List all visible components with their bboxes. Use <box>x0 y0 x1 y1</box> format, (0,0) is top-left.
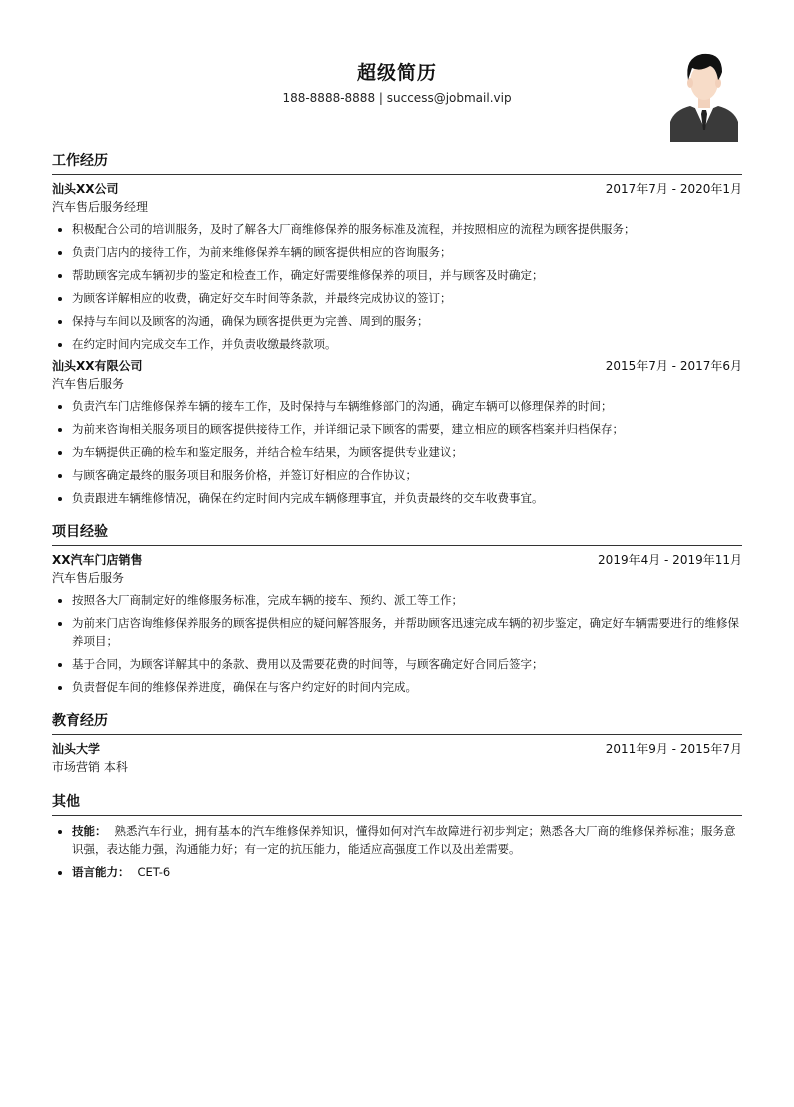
bullet-item: • 为顾客详解相应的收费，确定好交车时间等条款，并最终完成协议的签订； <box>72 289 742 307</box>
education-date: 2011年9月 - 2015年7月 <box>605 742 742 756</box>
work-date: 2015年7月 - 2017年6月 <box>605 359 742 373</box>
work-org: 汕头XX有限公司 <box>52 359 143 373</box>
section-title-other: 其他 <box>52 791 742 816</box>
project-date: 2019年4月 - 2019年11月 <box>598 553 742 567</box>
education-major: 市场营销 本科 <box>52 760 128 774</box>
bullet-item: • 基于合同，为顾客详解其中的条款、费用以及需要花费的时间等，与顾客确定好合同后签字； <box>72 655 742 673</box>
bullet-item: • 负责督促车间的维修保养进度，确保在与客户约定好的时间内完成。 <box>72 678 742 696</box>
bullet-item: • 为车辆提供正确的检车和鉴定服务，并结合检车结果，为顾客提供专业建议； <box>72 443 742 461</box>
resume-page <box>52 0 742 886</box>
project-name: XX汽车门店销售 <box>52 553 143 567</box>
section-title-work: 工作经历 <box>52 150 742 175</box>
work-bullets <box>52 220 742 353</box>
resume-header <box>52 0 742 150</box>
work-bullets <box>52 397 742 507</box>
bullet-item: • 负责门店内的接待工作，为前来维修保养车辆的顾客提供相应的咨询服务； <box>72 243 742 261</box>
language-label: 语言能力： <box>72 865 130 879</box>
bullet-item: • 负责跟进车辆维修情况，确保在约定时间内完成车辆修理事宜，并负责最终的交车收费事宜。 <box>72 489 742 507</box>
bullet-item: • 积极配合公司的培训服务，及时了解各大厂商维修保养的服务标准及流程，并按照相应的流程为顾客提供服务； <box>72 220 742 238</box>
bullet-item: • 保持与车间以及顾客的沟通，确保为顾客提供更为完善、周到的服务； <box>72 312 742 330</box>
work-role: 汽车售后服务 <box>52 377 125 391</box>
avatar <box>670 48 738 142</box>
project-bullets <box>52 591 742 696</box>
skills-item <box>72 822 742 858</box>
bullet-item: • 帮助顾客完成车辆初步的鉴定和检查工作，确定好需要维修保养的项目，并与顾客及时确定； <box>72 266 742 284</box>
school-name: 汕头大学 <box>52 742 101 756</box>
bullet-item: • 为前来咨询相关服务项目的顾客提供接待工作，并详细记录下顾客的需要，建立相应的顾客档案并归档保存； <box>72 420 742 438</box>
education-section <box>52 710 742 777</box>
work-org: 汕头XX公司 <box>52 182 119 196</box>
work-entry <box>52 181 742 353</box>
work-section <box>52 150 742 507</box>
language-text: CET-6 <box>137 865 171 879</box>
skills-label: 技能： <box>72 824 107 838</box>
other-list <box>52 822 742 881</box>
contact-info: 188-8888-8888 | success@jobmail.vip <box>282 91 512 105</box>
projects-section <box>52 521 742 696</box>
skills-text: 熟悉汽车行业，拥有基本的汽车维修保养知识，懂得如何对汽车故障进行初步判定；熟悉各大厂商的维修保养标准；服务意识强，表达能力强，沟通能力好；有一定的抗压能力，能适应高强度工作以及出差需要。 <box>72 824 736 856</box>
other-section <box>52 791 742 881</box>
work-date: 2017年7月 - 2020年1月 <box>605 182 742 196</box>
work-entry <box>52 358 742 507</box>
bullet-item: • 与顾客确定最终的服务项目和服务价格，并签订好相应的合作协议； <box>72 466 742 484</box>
bullet-item: • 在约定时间内完成交车工作，并负责收缴最终款项。 <box>72 335 742 353</box>
resume-name: 超级简历 <box>356 62 437 84</box>
education-entry <box>52 741 742 777</box>
bullet-item: • 负责汽车门店维修保养车辆的接车工作，及时保持与车辆维修部门的沟通，确定车辆可以修理保养的时间； <box>72 397 742 415</box>
project-role: 汽车售后服务 <box>52 571 125 585</box>
section-title-education: 教育经历 <box>52 710 742 735</box>
bullet-item: • 为前来门店咨询维修保养服务的顾客提供相应的疑问解答服务，并帮助顾客迅速完成车辆的初步鉴定，确定好车辆需要进行的维修保养项目； <box>72 614 742 650</box>
bullet-item: • 按照各大厂商制定好的维修服务标准，完成车辆的接车、预约、派工等工作； <box>72 591 742 609</box>
work-role: 汽车售后服务经理 <box>52 200 149 214</box>
language-item <box>72 863 742 881</box>
section-title-projects: 项目经验 <box>52 521 742 546</box>
project-entry <box>52 552 742 696</box>
